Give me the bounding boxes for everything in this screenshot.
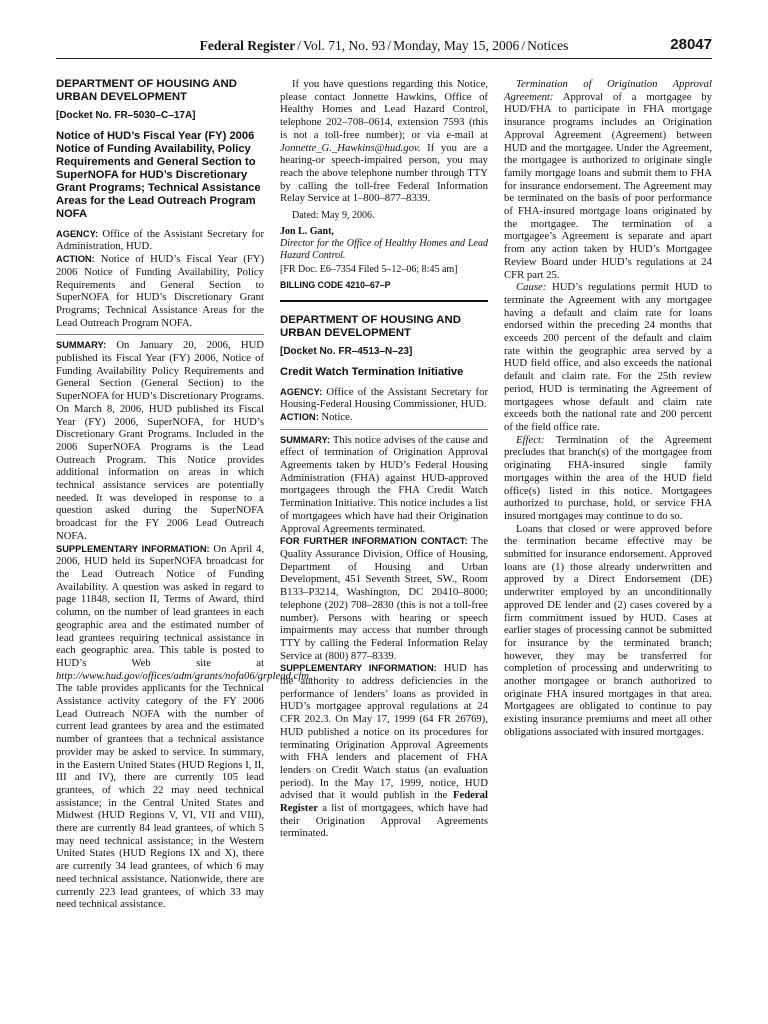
notice2-loans: Loans that closed or were approved before the termination became effective may be submitted for insurance endorsement. Approved loans are (1) those already underwritten and approved by a Direct Endorsement (DE) underwriter employed by an unconditionally approved DE lender and (2) cases covered by a firm commitment issued by HUD. Cases at earlier stages of processing cannot be submitted for insurance by the terminated branch; however, they may be transferred for completion of processing and underwriting to another mortgagee or branch authorized to originate FHA insured mortgages in that area. Mortgagees are obligated to continue to pay existing insurance premiums and meet all other obligations associated with insured mortgages.: [504, 522, 712, 738]
section-divider: [56, 334, 264, 335]
termination-heading: Termination of Origination Approval Agreement:: [504, 78, 712, 103]
notice1-action: [56, 253, 264, 329]
notice1-fr-doc: [FR Doc. E6–7354 Filed 5–12–06; 8:45 am]: [280, 264, 458, 276]
page-number: 28047: [670, 36, 712, 53]
notice2-cause: [504, 281, 712, 433]
page-header: [56, 36, 712, 59]
supplementary-text-1: On April 4, 2006, HUD held its SuperNOFA broadcast for the Lead Outreach Notice of Funding Availability. A question was asked in regard to page 11848, section II, Terms of Award, third column, on the number of lead grantees in each geographic area and the estimated number of lead grantees requiring technical assistance in each geographic area. This table is posted to HUD’s Web site at: [56, 542, 265, 669]
supplementary-label: SUPPLEMENTARY INFORMATION:: [280, 663, 437, 674]
notice1-supplementary: [56, 542, 312, 911]
supplementary-text-end: a list of mortgagees, which have had their Origination Approval Agreements terminated.: [280, 802, 488, 840]
summary-text: On January 20, 2006, HUD published its Fiscal Year (FY) 2006, Notice of Funding Availability Policy Requirements and General Section (General Section) to the SuperNOFA for HUD’s Discretionary Programs. On March 8, 2006, HUD published its Fiscal Year (FY) 2006, SuperNOFA, for HUD’s Discretionary Grant Programs. Included in the 2006 SuperNOFA Programs is the Lead Outreach Program. This Notice provides additional information on areas in which technical assistance services are potentially needed. It was developed in response to a question asked during the SuperNOFA broadcast for the FY 2006 Lead Outreach NOFA.: [56, 339, 265, 542]
agency-text: Office of the Assistant Secretary for Administration, HUD.: [56, 227, 264, 253]
effect-heading: Effect:: [516, 433, 545, 446]
section-divider: [280, 429, 488, 430]
action-label: ACTION:: [56, 254, 95, 265]
contact-text: The Quality Assurance Division, Office of Housing, Department of Housing and Urban Development, 451 Seventh Street, SW., Room B133–P3214, Washington, DC 20410–8000; telephone (202) 708–2830 (this is not a toll-free number). Persons with hearing or speech impairments may access that number through TTY by calling the Federal Information Relay Service at (800) 877–8339.: [280, 535, 488, 662]
notice1-title: Notice of HUD’s Fiscal Year (FY) 2006 Notice of Funding Availability, Policy Requirements and General Section to SuperNOFA for HUD’s Discretionary Grant Programs; Technical Assistance Areas for the Lead Outreach Program NOFA: [56, 129, 261, 220]
notice1-signer-title: Director for the Office of Healthy Homes and Lead Hazard Control.: [280, 238, 488, 262]
notice1-dated: Dated: May 9, 2006.: [292, 210, 375, 222]
agency-label: AGENCY:: [56, 228, 99, 239]
effect-text: Termination of the Agreement precludes that branch(s) of the mortgagee from originating FHA-insured single family mortgages within the area of the HUD field office(s) listed in this notice. Mortgagees authorized to purchase, hold, or service FHA insured mortgages may continue to do so.: [504, 433, 712, 522]
notice1-signer: Jon L. Gant,: [280, 225, 334, 237]
notice2-agency: [280, 386, 488, 411]
publication-name: Federal Register: [199, 38, 296, 53]
cause-heading: Cause:: [516, 281, 547, 294]
supplementary-text-2: The table provides applicants for the Technical Assistance activity category of the FY 2006 Lead Outreach NOFA with the number of current lead grantees by area and the estimated number of grantees that a technical assistance provider may be asked to service. In summary, in the Eastern United States (HUD Regions I, II, III and IV), there are currently 105 lead grantees, of which 22 may need technical assistance; in the Central United States and Midwest (HUD Regions V, VI, VII and VIII), there are currently 84 lead grantees, of which 5 may need technical assistance; in the Western United States (HUD Regions IX and X), there are currently 34 lead grantees, of which 6 may need technical assistance. Nationwide, there are currently 223 lead grantees, of which 33 may need technical assistance.: [56, 682, 264, 911]
contact-text-1: If you have questions regarding this Notice, please contact Jonnette Hawkins, Office of Healthy Homes and Lead Hazard Control, telephone 202–708–0614, extension 7593 (this is not a toll-free number); or via e-mail at: [280, 78, 488, 141]
notice2-action: [280, 411, 488, 424]
section-name: Notices: [527, 38, 569, 53]
notice2-contact: [280, 535, 488, 662]
contact-text-2: If you are a hearing-or speech-impaired person, you may reach the above telephone number through TTY by calling the toll-free Federal Information Relay Service at 1–800–877–8339.: [280, 141, 488, 205]
agency-text: Office of the Assistant Secretary for Housing-Federal Housing Commissioner, HUD.: [280, 385, 488, 411]
cause-text: HUD’s regulations permit HUD to terminate the Agreement with any mortgagee having a default and claim rate for loans endorsed within the preceding 24 months that exceeds 200 percent of the default and claim rate within the geographic area served by a HUD field office, and also exceeds the national default and claim rate. For the 25th review period, HUD is terminating the Agreement of mortgagees whose default and claim rate exceeds both the national rate and 200 percent of the field office rate.: [504, 281, 712, 433]
header-citation: Federal Register / Vol. 71, No. 93 / Monday, May 15, 2006 / Notices: [199, 38, 569, 53]
notice1-billing-code: BILLING CODE 4210–67–P: [280, 280, 391, 291]
contact-label: FOR FURTHER INFORMATION CONTACT:: [280, 536, 468, 547]
summary-label: SUMMARY:: [280, 434, 331, 445]
column-3: [504, 78, 712, 739]
summary-text: This notice advises of the cause and effect of termination of Origination Approval Agreements taken by HUD’s Federal Housing Administration (FHA) against HUD-approved mortgagees through the FHA Credit Watch Termination Initiative. This notice includes a list of mortgagees which have had their Origination Approval Agreements terminated.: [280, 433, 489, 535]
action-label: ACTION:: [280, 411, 319, 422]
action-text: Notice of HUD’s Fiscal Year (FY) 2006 Notice of Funding Availability, Policy Requirements and General Section to SuperNOFA for HUD’s Discretionary Grant Programs; Technical Assistance Areas for the Lead Outreach Program NOFA.: [56, 253, 264, 329]
notice2-supplementary: [280, 662, 488, 840]
notice1-department: DEPARTMENT OF HOUSING AND URBAN DEVELOPMENT: [56, 78, 237, 103]
notice2-summary: [280, 434, 488, 536]
volume-info: Vol. 71, No. 93: [303, 38, 386, 53]
termination-text: Approval of a mortgagee by HUD/FHA to participate in FHA mortgage insurance programs includes an Origination Approval Agreement (Agreement) between HUD and the mortgagee. Under the Agreement, the mortgagee is authorized to originate single family mortgage loans and submit them to FHA for insurance endorsement. The Agreement may be terminated on the basis of poor performance of FHA-insured mortgage loans originated by the mortgagee. The termination of a mortgagee’s Agreement is separate and apart from any action taken by HUD’s Mortgagee Review Board under HUD’s regulations at 24 CFR part 25.: [504, 90, 712, 281]
summary-label: SUMMARY:: [56, 340, 107, 351]
notice1-summary: [56, 339, 264, 542]
notice2-department: DEPARTMENT OF HOUSING AND URBAN DEVELOPMENT: [280, 313, 461, 339]
column-2: [280, 78, 488, 840]
web-site-link[interactable]: http://www.hud.gov/offices/adm/grants/nofa06/grplead.cfm.: [56, 669, 312, 682]
notice1-agency: [56, 228, 264, 253]
notice2-effect: [504, 434, 712, 523]
notice2-docket: [Docket No. FR–4513–N–23]: [280, 345, 413, 357]
issue-date: Monday, May 15, 2006: [393, 38, 520, 53]
notice1-docket: [Docket No. FR–5030–C–17A]: [56, 110, 196, 121]
notice2-termination: [504, 78, 712, 281]
notice-separator: [280, 300, 488, 302]
contact-email-link[interactable]: Jonnette_G._Hawkins@hud.gov.: [280, 141, 421, 154]
federal-register-ref: Federal Register: [280, 789, 488, 815]
agency-label: AGENCY:: [280, 386, 323, 397]
action-text: Notice.: [321, 410, 353, 423]
supplementary-label: SUPPLEMENTARY INFORMATION:: [56, 543, 210, 554]
notice1-contact: [280, 78, 488, 205]
supplementary-text: HUD has the authority to address deficiencies in the performance of lenders’ loans as provided in HUD’s mortgagee approval regulations at 24 CFR 202.3. On May 17, 1999 (64 FR 26769), HUD published a notice on its procedures for terminating Origination Approval Agreements with FHA lenders and placement of FHA lenders on Credit Watch status (an evaluation period). In the May 17, 1999, notice, HUD advised that it would publish in the: [280, 662, 488, 802]
notice2-title: Credit Watch Termination Initiative: [280, 365, 464, 378]
